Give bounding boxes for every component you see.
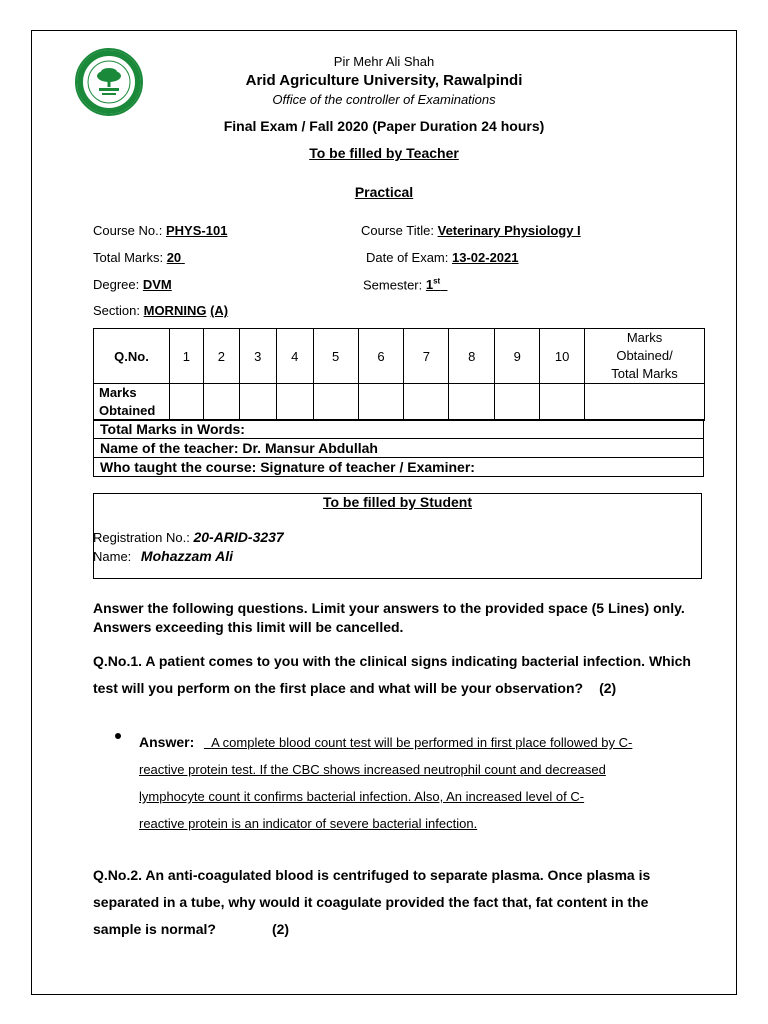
- q1-line2: test will you perform on the first place and what will be your observation? (2): [93, 680, 617, 696]
- date-value: 13-02-2021: [452, 250, 519, 265]
- qno-4: 4: [276, 329, 313, 384]
- semester-value: 1st: [425, 277, 441, 293]
- qno-7: 7: [404, 329, 449, 384]
- qno-6: 6: [358, 329, 404, 384]
- registration-label: Registration No.:: [93, 530, 190, 545]
- qno-3: 3: [239, 329, 276, 384]
- course-no-value: PHYS-101: [166, 223, 228, 238]
- section-value: MORNING: [143, 303, 207, 318]
- instructions-line2: Answers exceeding this limit will be cancelled.: [93, 619, 404, 635]
- teacher-info-table: [93, 419, 704, 477]
- q2-line2: separated in a tube, why would it coagulate provided the fact that, fat content in the: [93, 894, 649, 910]
- student-heading: To be filled by Student: [322, 494, 473, 510]
- qno-8: 8: [449, 329, 495, 384]
- university-name: Arid Agriculture University, Rawalpindi: [245, 72, 523, 89]
- degree-label: Degree:: [93, 277, 140, 292]
- marks-cell: [169, 384, 203, 421]
- answer-label: Answer:: [139, 734, 195, 750]
- q1-answer-line4: reactive protein is an indicator of severe bacterial infection.: [139, 816, 478, 831]
- qno-2: 2: [203, 329, 239, 384]
- course-no-label: Course No.:: [93, 223, 163, 238]
- qno-header: Q.No.: [94, 329, 170, 384]
- teacher-name: Name of the teacher: Dr. Mansur Abdullah: [94, 439, 704, 458]
- marks-cell: [495, 384, 540, 421]
- q2-line1: Q.No.2. An anti-coagulated blood is centrifuged to separate plasma. Once plasma is: [93, 867, 651, 883]
- section-row: [93, 303, 228, 318]
- qno-5: 5: [313, 329, 358, 384]
- semester-row: [363, 277, 447, 292]
- marks-cell: [358, 384, 404, 421]
- total-marks-words: Total Marks in Words:: [94, 420, 704, 439]
- teacher-heading: To be filled by Teacher: [309, 145, 459, 161]
- degree-row: [93, 277, 172, 292]
- marks-cell: [203, 384, 239, 421]
- marks-obtained-label: Marks Obtained: [94, 384, 170, 421]
- marks-table: [93, 328, 705, 421]
- instructions-line1: Answer the following questions. Limit your answers to the provided space (5 Lines) only.: [93, 600, 685, 616]
- q2-line3: sample is normal? (2): [93, 921, 290, 937]
- marks-cell: [313, 384, 358, 421]
- qno-1: 1: [169, 329, 203, 384]
- section-suffix: (A): [210, 303, 229, 318]
- q1-answer-line1: [139, 729, 632, 756]
- header-line1: Pir Mehr Ali Shah: [333, 54, 435, 69]
- course-title-row: [361, 223, 581, 238]
- name-label: Name:: [93, 549, 132, 564]
- office-name: Office of the controller of Examinations: [272, 92, 496, 107]
- registration-row: [93, 529, 284, 545]
- q1-answer-line2: reactive protein test. If the CBC shows increased neutrophil count and decreased: [139, 762, 606, 777]
- total-marks-header: Marks Obtained/ Total Marks: [585, 329, 705, 384]
- course-title-label: Course Title:: [361, 223, 434, 238]
- course-title-value: Veterinary Physiology I: [437, 223, 581, 238]
- section-label: Section:: [93, 303, 140, 318]
- taught-by: Who taught the course: Signature of teacher / Examiner:: [94, 458, 704, 477]
- marks-cell: [540, 384, 585, 421]
- practical-heading: Practical: [354, 184, 414, 200]
- exam-title: Final Exam / Fall 2020 (Paper Duration 24 hours): [223, 118, 545, 134]
- registration-value: 20-ARID-3237: [193, 529, 284, 545]
- answer-text-1: A complete blood count test will be performed in first place followed by C-: [211, 735, 633, 750]
- total-marks-row: [93, 250, 185, 265]
- name-value: Mohazzam Ali: [140, 548, 233, 564]
- marks-cell-total: [585, 384, 705, 421]
- name-row: [93, 548, 233, 564]
- marks-cell: [276, 384, 313, 421]
- bullet-icon: [115, 733, 121, 739]
- degree-value: DVM: [142, 277, 172, 292]
- total-marks-value: 20: [166, 250, 182, 265]
- marks-cell: [449, 384, 495, 421]
- marks-cell: [404, 384, 449, 421]
- qno-9: 9: [495, 329, 540, 384]
- q1-line1: Q.No.1. A patient comes to you with the clinical signs indicating bacterial infection. Which: [93, 653, 691, 669]
- date-label: Date of Exam:: [366, 250, 449, 265]
- q1-answer-line3: lymphocyte count it confirms bacterial infection. Also, An increased level of C-: [139, 789, 585, 804]
- qno-10: 10: [540, 329, 585, 384]
- total-marks-label: Total Marks:: [93, 250, 164, 265]
- marks-cell: [239, 384, 276, 421]
- date-row: [366, 250, 519, 265]
- course-no-row: [93, 223, 227, 238]
- semester-label: Semester:: [363, 277, 423, 293]
